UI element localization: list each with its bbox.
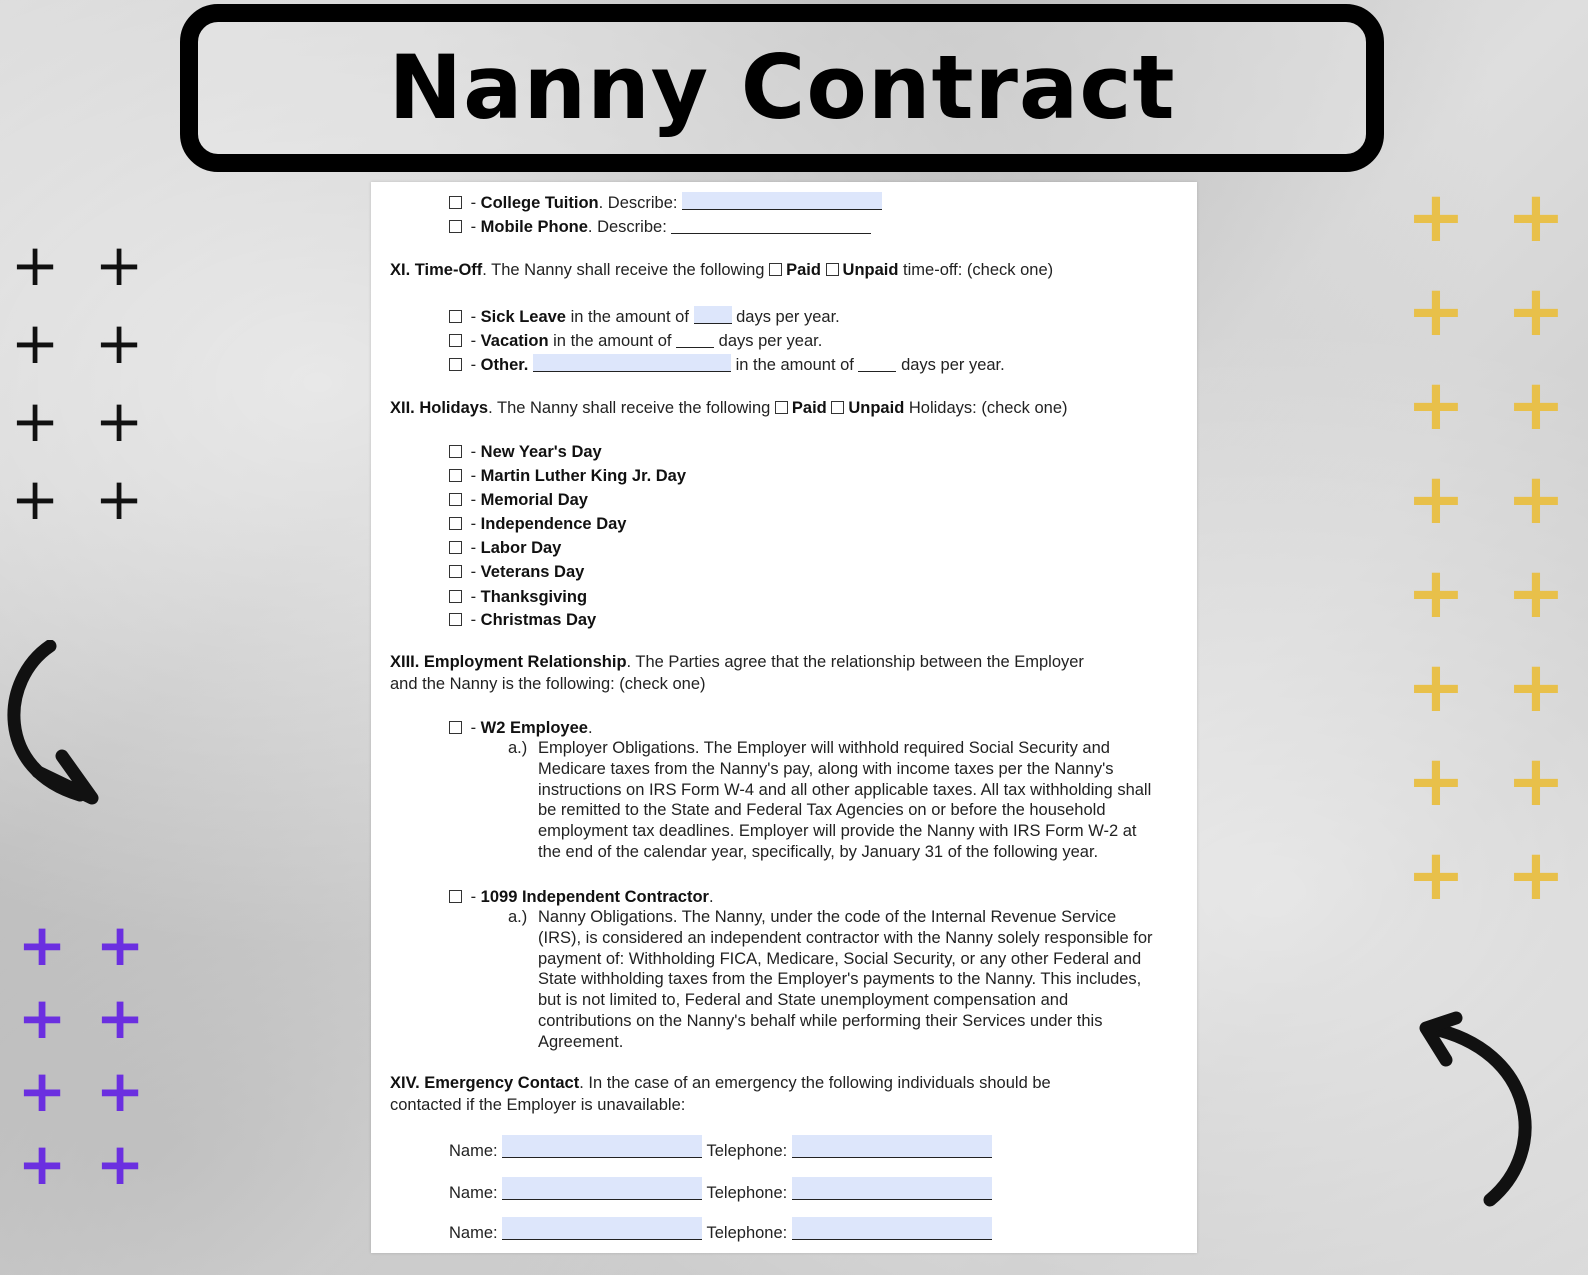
plus-icon: + [1506,646,1566,728]
holiday-item: - Veterans Day [449,562,584,583]
emergency-phone-field[interactable] [792,1177,992,1200]
checkbox[interactable] [449,358,462,371]
emergency-contact-row: Name: Telephone: [449,1217,992,1244]
plus-icon: + [94,387,144,455]
checkbox[interactable] [449,517,462,530]
plus-icon: + [1506,740,1566,822]
plus-icon: + [95,1130,145,1198]
checkbox-paid[interactable] [769,263,782,276]
describe-field[interactable] [671,216,871,234]
plus-icon: + [1506,270,1566,352]
plus-icon: + [94,309,144,377]
checkbox[interactable] [449,890,462,903]
section-time-off-heading: XI. Time-Off. The Nanny shall receive the following Paid Unpaid time-off: (check one) [390,261,1054,279]
emergency-name-field[interactable] [502,1135,702,1158]
plus-icon: + [1506,458,1566,540]
plus-icon: + [1406,552,1466,634]
checkbox[interactable] [449,721,462,734]
benefit-mobile-phone: - Mobile Phone. Describe: [449,216,871,238]
checkbox[interactable] [449,469,462,482]
plus-icon: + [94,465,144,533]
ic-list-marker: a.) [508,908,528,926]
ic-obligations-text: Nanny Obligations. The Nanny, under the code of the Internal Revenue Service (IRS), is considered an independent contractor with the Nanny solely responsible for payment of: Withholding FICA, Medicare, Social Security, or any other Federal and State withholding taxes from the Employer's payments to the Nanny. This includes, but is not limited to, Federal and State unemployment compensation and contributions on the Nanny's behalf while performing their Services under this Agreement. [538,908,1153,1051]
plus-icon: + [1406,458,1466,540]
document-page [371,182,1197,1253]
holiday-item: - New Year's Day [449,442,602,463]
checkbox-unpaid[interactable] [831,401,844,414]
plus-icon: + [17,1130,67,1198]
curved-arrow-right-icon [1410,1010,1540,1210]
checkbox[interactable] [449,220,462,233]
option-1099-contractor: - 1099 Independent Contractor. [449,887,714,908]
emergency-phone-field[interactable] [792,1217,992,1240]
option-w2-employee: - W2 Employee. [449,718,593,739]
w2-obligations-text: Employer Obligations. The Employer will withhold required Social Security and Medicare taxes from the Nanny's pay, along with income taxes per the Nanny's instructions on IRS Form W-4 and all other applicable taxes. All tax withholding shall be remitted to the State and Federal Tax Agencies on or before the household employment tax deadlines. Employer will provide the Nanny with IRS Form W-2 at the end of the calendar year, specifically, by January 31 of the following year. [538,739,1152,861]
emergency-name-field[interactable] [502,1217,702,1240]
checkbox[interactable] [449,196,462,209]
plus-icon: + [1406,176,1466,258]
describe-field[interactable] [682,192,882,210]
checkbox[interactable] [449,334,462,347]
holiday-item: - Christmas Day [449,610,596,631]
checkbox[interactable] [449,541,462,554]
holiday-item: - Labor Day [449,538,561,559]
plus-icon: + [1406,364,1466,446]
plus-icon: + [1506,552,1566,634]
plus-icon: + [10,387,60,455]
curved-arrow-left-icon [0,640,110,820]
plus-icon: + [1506,364,1566,446]
holiday-item: - Memorial Day [449,490,588,511]
section-holidays-heading: XII. Holidays. The Nanny shall receive the following Paid Unpaid Holidays: (check one) [390,399,1068,417]
plus-icon: + [95,984,145,1052]
plus-icon: + [1406,740,1466,822]
title-banner [180,4,1384,172]
plus-icon: + [10,465,60,533]
checkbox-paid[interactable] [775,401,788,414]
plus-icon: + [1506,176,1566,258]
plus-icon: + [17,911,67,979]
plus-icon: + [1406,834,1466,916]
checkbox[interactable] [449,493,462,506]
checkbox[interactable] [449,310,462,323]
days-field[interactable] [676,330,714,348]
plus-icon: + [95,1057,145,1125]
section-emergency-intro: contacted if the Employer is unavailable: [390,1096,686,1114]
plus-icon: + [10,231,60,299]
checkbox[interactable] [449,590,462,603]
section-emergency-heading: XIV. Emergency Contact. In the case of an emergency the following individuals should be [390,1074,1051,1092]
days-field[interactable] [858,354,896,372]
plus-icon: + [1406,646,1466,728]
emergency-contact-row: Name: Telephone: [449,1177,992,1204]
section-employment-heading: XIII. Employment Relationship. The Parties agree that the relationship between the Employer [390,653,1084,671]
timeoff-vacation: - Vacation in the amount of days per year. [449,330,822,352]
plus-icon: + [17,1057,67,1125]
holiday-item: - Martin Luther King Jr. Day [449,466,686,487]
emergency-phone-field[interactable] [792,1135,992,1158]
w2-list-marker: a.) [508,739,528,757]
plus-icon: + [95,911,145,979]
plus-icon: + [1506,834,1566,916]
checkbox[interactable] [449,445,462,458]
holiday-item: - Thanksgiving [449,587,587,608]
plus-icon: + [94,231,144,299]
plus-icon: + [17,984,67,1052]
section-employment-intro: and the Nanny is the following: (check one) [390,675,706,693]
other-field[interactable] [533,354,731,372]
days-field[interactable] [694,306,732,324]
emergency-contact-row: Name: Telephone: [449,1135,992,1162]
checkbox-unpaid[interactable] [826,263,839,276]
page-title: Nanny Contract [388,36,1176,139]
plus-icon: + [1406,270,1466,352]
benefit-college-tuition: - College Tuition. Describe: [449,192,882,214]
holiday-item: - Independence Day [449,514,626,535]
emergency-name-field[interactable] [502,1177,702,1200]
checkbox[interactable] [449,613,462,626]
timeoff-sick-leave: - Sick Leave in the amount of days per year. [449,306,840,328]
timeoff-other: - Other. in the amount of days per year. [449,354,1005,376]
checkbox[interactable] [449,565,462,578]
plus-icon: + [10,309,60,377]
